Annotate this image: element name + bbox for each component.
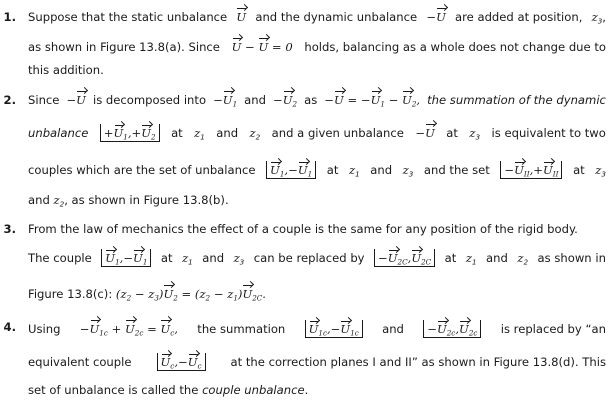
bracket-expression: $-U_{2c},U_{2c}$: [423, 320, 481, 338]
text-line: Using $-U_{1c} + U_{2c} = U_c$, the summation $U_{1c},-U_{1c}$ and $-U_{2c},U_{2c}$ is replaced by “an: [28, 322, 606, 338]
bracket-expression: $+U_1,+U_2$: [100, 124, 160, 142]
text-line: as shown in Figure 13.8(a). Since U − U = 0 holds, balancing as a whole does not change due to: [28, 40, 606, 54]
text-line: From the law of mechanics the effect of a couple is the same for any position of the rigid body.: [28, 222, 578, 236]
bracket-expression: $-U_{2C},U_{2C}$: [374, 249, 435, 267]
item-number: 3.: [3, 222, 16, 236]
bracket-expression: $U_1,-U_1$: [101, 249, 151, 267]
item-number: 1.: [3, 10, 16, 24]
item-number: 2.: [3, 93, 16, 107]
text-line: The couple $U_1,-U_1$ at $z_1$ and $z_3$ can be replaced by $-U_{2C},U_{2C}$ at $z_1$ and $z_2$ as shown in: [28, 251, 606, 267]
text-line: equivalent couple $U_c,-U_c$ at the correction planes I and II” as shown in Figure 13.8(d). This: [28, 355, 606, 371]
text-line: and $z_2$, as shown in Figure 13.8(b).: [28, 193, 229, 209]
bracket-expression: $U_c,-U_c$: [157, 353, 206, 371]
bracket-expression: $-U_{II},+U_{II}$: [500, 161, 562, 179]
text-line: Figure 13.8(c): $(z_2 - z_3)U_2 = (z_2 - z_1)U_{2C}$.: [28, 287, 266, 303]
text-line: unbalance $+U_1,+U_2$ at $z_1$ and $z_2$ and a given unbalance −U at $z_3$ is equivalent to two: [28, 126, 606, 142]
bracket-expression: $U_1,-U_1$: [266, 161, 316, 179]
text-line: Suppose that the static unbalance U and the dynamic unbalance −U are added at position, $z_3$,: [28, 10, 606, 26]
bracket-expression: $U_{1c},-U_{1c}$: [305, 320, 363, 338]
text-line: couples which are the set of unbalance $U_1,-U_1$ at $z_1$ and $z_3$ and the set $-U_{II},+U_{II}$ at $z_3$: [28, 163, 606, 179]
text-line: Since −U is decomposed into $-U_1$ and $-U_2$ as $-U = -U_1 - U_2$, the summation of the dynamic: [28, 93, 606, 109]
text-line: this addition.: [28, 63, 104, 77]
equation: $(z_2 - z_3)U_2 = (z_2 - z_1)U_{2C}$.: [115, 287, 266, 303]
equation: $-U_{1c} + U_{2c} = U_c$,: [79, 322, 178, 338]
text-line: set of unbalance is called the couple unbalance.: [28, 383, 309, 397]
item-number: 4.: [3, 320, 16, 334]
